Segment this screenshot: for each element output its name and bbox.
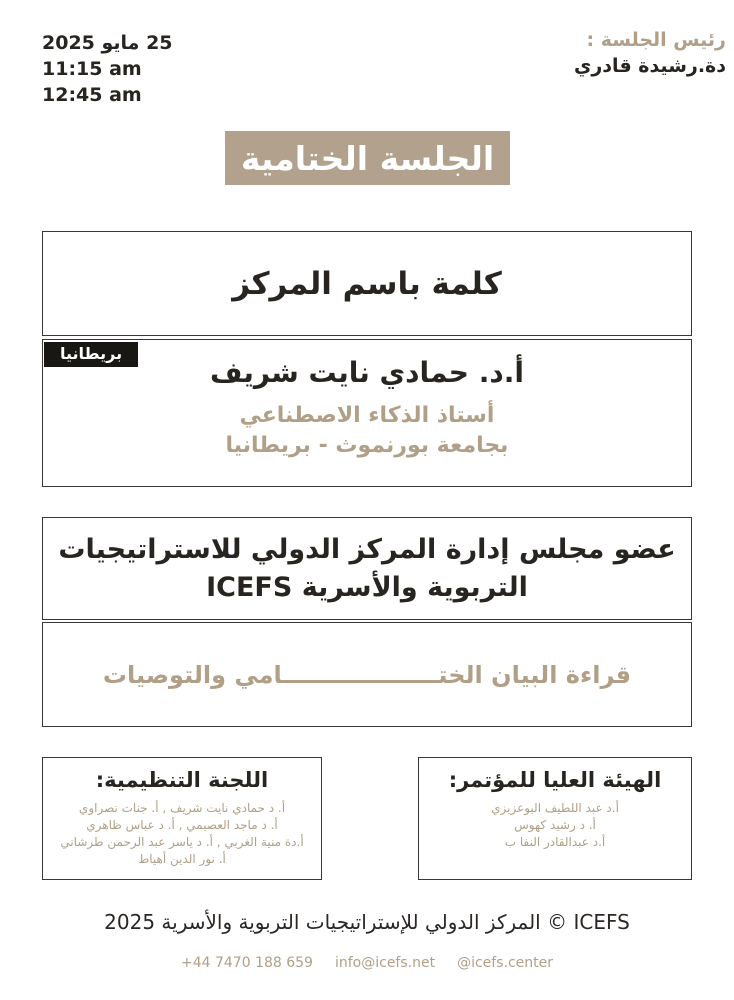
session-datetime-block xyxy=(42,30,173,108)
organizing-committee-members xyxy=(43,800,321,868)
speaker-affiliation-line1: أستاذ الذكاء الاصطناعي xyxy=(239,403,495,428)
phone-number: +44 7470 188 659 xyxy=(181,955,313,971)
closing-statement-text: قراءة البيان الختـــــــــــــــــــامي والتوصيات xyxy=(102,660,632,689)
session-chair-block xyxy=(574,27,726,79)
board-role-line2: التربوية والأسرية ICEFS xyxy=(206,571,528,603)
organizing-committee-box xyxy=(42,757,322,880)
contact-line xyxy=(0,955,734,971)
organizing-committee-title: اللجنة التنظيمية: xyxy=(95,768,269,792)
chair-label: رئيس الجلسة : xyxy=(586,29,726,51)
speaker-name: أ.د. حمادي نايت شريف xyxy=(210,356,524,389)
committee-member: أ. د رشيد كهوس xyxy=(514,818,596,832)
social-handle: @icefs.center xyxy=(457,955,553,971)
committee-member: أ.د عبدالقادر النفا ب xyxy=(504,835,606,849)
committee-member: أ.د عبد اللطيف البوعزيزي xyxy=(491,801,619,815)
session-end-time: 12:45 am xyxy=(42,84,142,106)
chair-name: دة.رشيدة قادري xyxy=(573,55,726,77)
board-role-box xyxy=(42,517,692,620)
email-address: info@icefs.net xyxy=(334,955,436,971)
session-banner xyxy=(225,131,510,185)
country-tag: بريطانيا xyxy=(44,342,138,367)
session-banner-title: الجلسة الختامية xyxy=(240,138,495,178)
closing-statement-box xyxy=(42,622,692,727)
committee-member: أ. د حمادي نايت شريف , أ. جنات نصراوي xyxy=(78,801,286,815)
committee-member: أ. نور الدين أهياط xyxy=(138,852,226,866)
supreme-committee-title: الهيئة العليا للمؤتمر: xyxy=(448,768,662,792)
supreme-committee-box xyxy=(418,757,692,880)
speaker-box xyxy=(42,339,692,487)
committee-member: أ. د ماجد العصيمي , أ. د عباس ظاهري xyxy=(86,818,278,832)
copyright-line: ICEFS © المركز الدولي للإستراتيجيات التربوية والأسرية 2025 xyxy=(104,910,630,934)
committee-member: أ.دة منية الغربي , أ. د ياسر عبد الرحمن طرشاني xyxy=(60,835,304,849)
session-date: 25 مايو 2025 xyxy=(42,32,173,54)
talk-title: كلمة باسم المركز xyxy=(232,265,502,302)
board-role-line1: عضو مجلس إدارة المركز الدولي للاستراتيجيات xyxy=(58,533,676,565)
supreme-committee-members xyxy=(419,800,691,851)
session-start-time: 11:15 am xyxy=(42,58,142,80)
talk-title-box xyxy=(42,231,692,336)
speaker-affiliation-line2: بجامعة بورنموث - بريطانيا xyxy=(225,433,509,458)
speaker-affiliation xyxy=(43,401,691,461)
